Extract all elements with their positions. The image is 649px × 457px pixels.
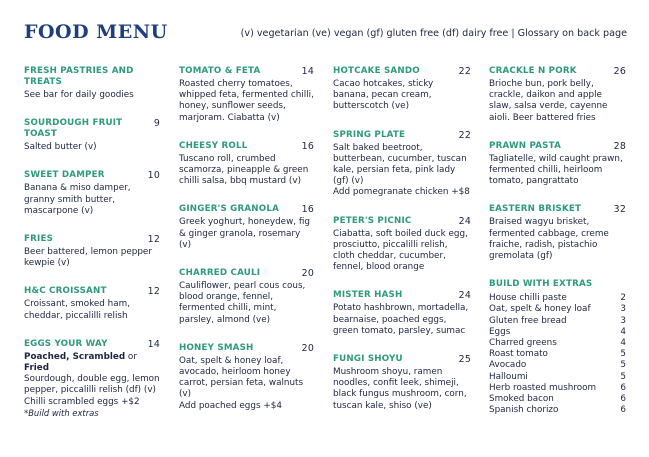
item-price: 22 <box>458 129 471 141</box>
extra-row <box>489 383 626 394</box>
item-desc: Roasted cherry tomatoes, whipped feta, fermented chilli, honey, sunflower seeds, marjoram. Ciabatta (v) <box>179 79 314 123</box>
item-name: SOURDOUGH FRUIT TOAST <box>24 118 123 140</box>
item-name: FRIES <box>24 234 54 245</box>
item-name: FUNGI SHOYU <box>333 354 403 365</box>
egg-styles-or: or <box>125 351 137 362</box>
item-name: EASTERN BRISKET <box>489 204 582 215</box>
item-price: 12 <box>147 286 160 298</box>
extra-row <box>489 304 626 315</box>
extra-name: Herb roasted mushroom <box>489 382 597 393</box>
extra-price: 3 <box>620 315 626 326</box>
item-desc: Ciabatta, soft boiled duck egg, prosciutto, piccalilli relish, cloth cheddar, cucumber, fennel, blood orange <box>333 228 468 273</box>
menu-item <box>179 66 314 124</box>
item-name: HONEY SMASH <box>179 342 254 353</box>
extra-price: 6 <box>620 382 626 393</box>
extra-price: 4 <box>620 326 626 337</box>
menu-item <box>24 66 160 101</box>
item-desc-text: Sourdough, double egg, lemon pepper, piccalilli relish (df) (v) <box>24 374 160 396</box>
menu-column-4 <box>489 66 626 416</box>
item-desc-text: Salt baked beetroot, butterbean, cucumber, tuscan kale, persian feta, pink lady (gf) (v) <box>333 142 467 187</box>
item-desc <box>24 352 160 408</box>
item-desc: Braised wagyu brisket, fermented cabbage, creme fraiche, radish, pistachio gremolata (gf) <box>489 217 609 262</box>
extra-row <box>489 338 626 349</box>
extra-row <box>489 349 626 360</box>
item-name: MISTER HASH <box>333 290 403 301</box>
item-price: 24 <box>458 215 471 227</box>
item-addon: Add poached eggs +$4 <box>179 400 282 411</box>
item-desc: Mushroom shoyu, ramen noodles, confit leek, shimeji, black fungus mushroom, corn, tuscan kale, shiso (ve) <box>333 367 467 411</box>
item-name: GINGER'S GRANOLA <box>179 204 279 215</box>
extra-price: 3 <box>620 304 626 315</box>
item-desc-text: Oat, spelt & honey loaf, avocado, heirloom honey carrot, persian feta, walnuts (v) <box>179 355 304 400</box>
extra-name: House chilli paste <box>489 293 567 304</box>
item-desc: Croissant, smoked ham, cheddar, piccalilli relish <box>24 299 131 321</box>
item-name: HOTCAKE SANDO <box>333 66 420 76</box>
extra-name: Smoked bacon <box>489 394 554 405</box>
item-price: 24 <box>458 290 471 302</box>
item-desc: Brioche bun, pork belly, crackle, daikon and apple slaw, salsa verde, cayenne aioli. Beer battered fries <box>489 79 608 123</box>
item-price: 16 <box>301 140 314 152</box>
menu-item <box>489 204 626 262</box>
item-addon: Chilli scrambled eggs +$2 <box>24 396 140 407</box>
menu-item <box>333 290 471 337</box>
extra-name: Oat, spelt & honey loaf <box>489 304 591 315</box>
extra-name: Charred greens <box>489 338 557 349</box>
extra-row <box>489 372 626 383</box>
item-name: FRESH PASTRIES AND TREATS <box>24 66 134 87</box>
item-price: 20 <box>301 342 314 354</box>
menu-item <box>333 354 471 412</box>
item-name: SWEET DAMPER <box>24 170 105 181</box>
item-name: H&C CROISSANT <box>24 286 107 297</box>
menu-item <box>333 216 471 274</box>
extra-price: 6 <box>620 394 626 405</box>
extra-name: Spanish chorizo <box>489 405 559 416</box>
menu-column-1 <box>24 66 160 419</box>
item-desc: Cacao hotcakes, sticky banana, pecan cream, butterscotch (ve) <box>333 79 434 112</box>
item-desc <box>333 143 471 199</box>
item-price: 32 <box>613 204 626 216</box>
item-name: CHARRED CAULI <box>179 268 261 279</box>
item-addon: Add pomegranate chicken +$8 <box>333 187 470 198</box>
extras-heading: BUILD WITH EXTRAS <box>489 279 593 290</box>
menu-item <box>489 66 626 124</box>
item-price: 20 <box>301 268 314 280</box>
menu-item <box>24 234 160 269</box>
item-price: 9 <box>153 118 160 130</box>
item-price: 16 <box>301 204 314 216</box>
extra-price: 2 <box>620 293 626 304</box>
item-name: PRAWN PASTA <box>489 140 561 151</box>
item-price: 14 <box>147 338 160 350</box>
menu-title: FOOD MENU <box>24 21 168 43</box>
egg-style-fried: Fried <box>24 363 50 374</box>
item-desc: Potato hashbrown, mortadella, bearnaise, poached eggs, green tomato, parsley, sumac <box>333 303 469 336</box>
item-name: EGGS YOUR WAY <box>24 338 108 349</box>
extra-price: 5 <box>620 360 626 371</box>
item-desc <box>179 356 314 412</box>
extra-name: Gluten free bread <box>489 315 567 326</box>
item-desc: Banana & miso damper, granny smith butter, mascarpone (v) <box>24 183 131 216</box>
extra-name: Halloumi <box>489 371 528 382</box>
menu-item <box>24 118 160 153</box>
menu-item <box>179 204 314 251</box>
extra-name: Avocado <box>489 360 527 371</box>
extra-row <box>489 360 626 371</box>
item-price: 10 <box>147 170 160 182</box>
item-price: 14 <box>301 66 314 77</box>
extra-price: 4 <box>620 338 626 349</box>
extra-row <box>489 405 626 416</box>
extra-row <box>489 293 626 304</box>
item-price: 12 <box>147 234 160 246</box>
item-price: 28 <box>613 140 626 152</box>
item-name: PETER'S PICNIC <box>333 215 412 226</box>
item-name: SPRING PLATE <box>333 129 406 140</box>
menu-item <box>333 130 471 199</box>
extra-row <box>489 394 626 405</box>
build-note: *Build with extras <box>24 407 99 418</box>
item-name: CRACKLE N PORK <box>489 66 577 76</box>
extra-name: Eggs <box>489 326 511 337</box>
item-desc: Cauliflower, pearl cous cous, blood orange, fennel, fermented chilli, mint, parsley, almond (ve) <box>179 281 306 325</box>
menu-item <box>24 286 160 321</box>
item-name: TOMATO & FETA <box>179 66 261 76</box>
item-price: 26 <box>613 66 626 77</box>
item-desc: Tagliatelle, wild caught prawn, fermented chilli, heirloom tomato, pangrattato <box>489 153 623 187</box>
egg-styles: Poached, Scrambled <box>24 351 126 362</box>
extras-list <box>489 293 626 416</box>
menu-item <box>24 170 160 217</box>
menu-item <box>179 268 314 326</box>
item-name: CHEESY ROLL <box>179 140 248 151</box>
extra-row <box>489 327 626 338</box>
item-desc: Tuscano roll, crumbed scamorza, pineapple & green chilli salsa, bbq mustard (v) <box>179 153 309 187</box>
item-desc: Beer battered, lemon pepper kewpie (v) <box>24 247 152 269</box>
menu-item <box>333 66 471 113</box>
extras-section <box>489 279 626 416</box>
menu-item <box>179 141 314 188</box>
extra-name: Roast tomato <box>489 349 548 360</box>
menu-column-2 <box>179 66 314 412</box>
extra-price: 5 <box>620 349 626 360</box>
extra-row <box>489 316 626 327</box>
diet-legend: (v) vegetarian (ve) vegan (gf) gluten free (df) dairy free | Glossary on back page <box>240 28 627 39</box>
menu-item <box>24 339 160 419</box>
item-price: 25 <box>458 354 471 366</box>
menu-item <box>489 141 626 188</box>
menu-column-3 <box>333 66 471 412</box>
item-desc: Salted butter (v) <box>24 142 97 153</box>
item-desc: See bar for daily goodies <box>24 90 134 100</box>
item-desc: Greek yoghurt, honeydew, fig & ginger granola, rosemary (v) <box>179 217 310 250</box>
menu-item <box>179 343 314 412</box>
extra-price: 5 <box>620 371 626 382</box>
extra-price: 6 <box>620 405 626 416</box>
item-price: 22 <box>458 66 471 77</box>
